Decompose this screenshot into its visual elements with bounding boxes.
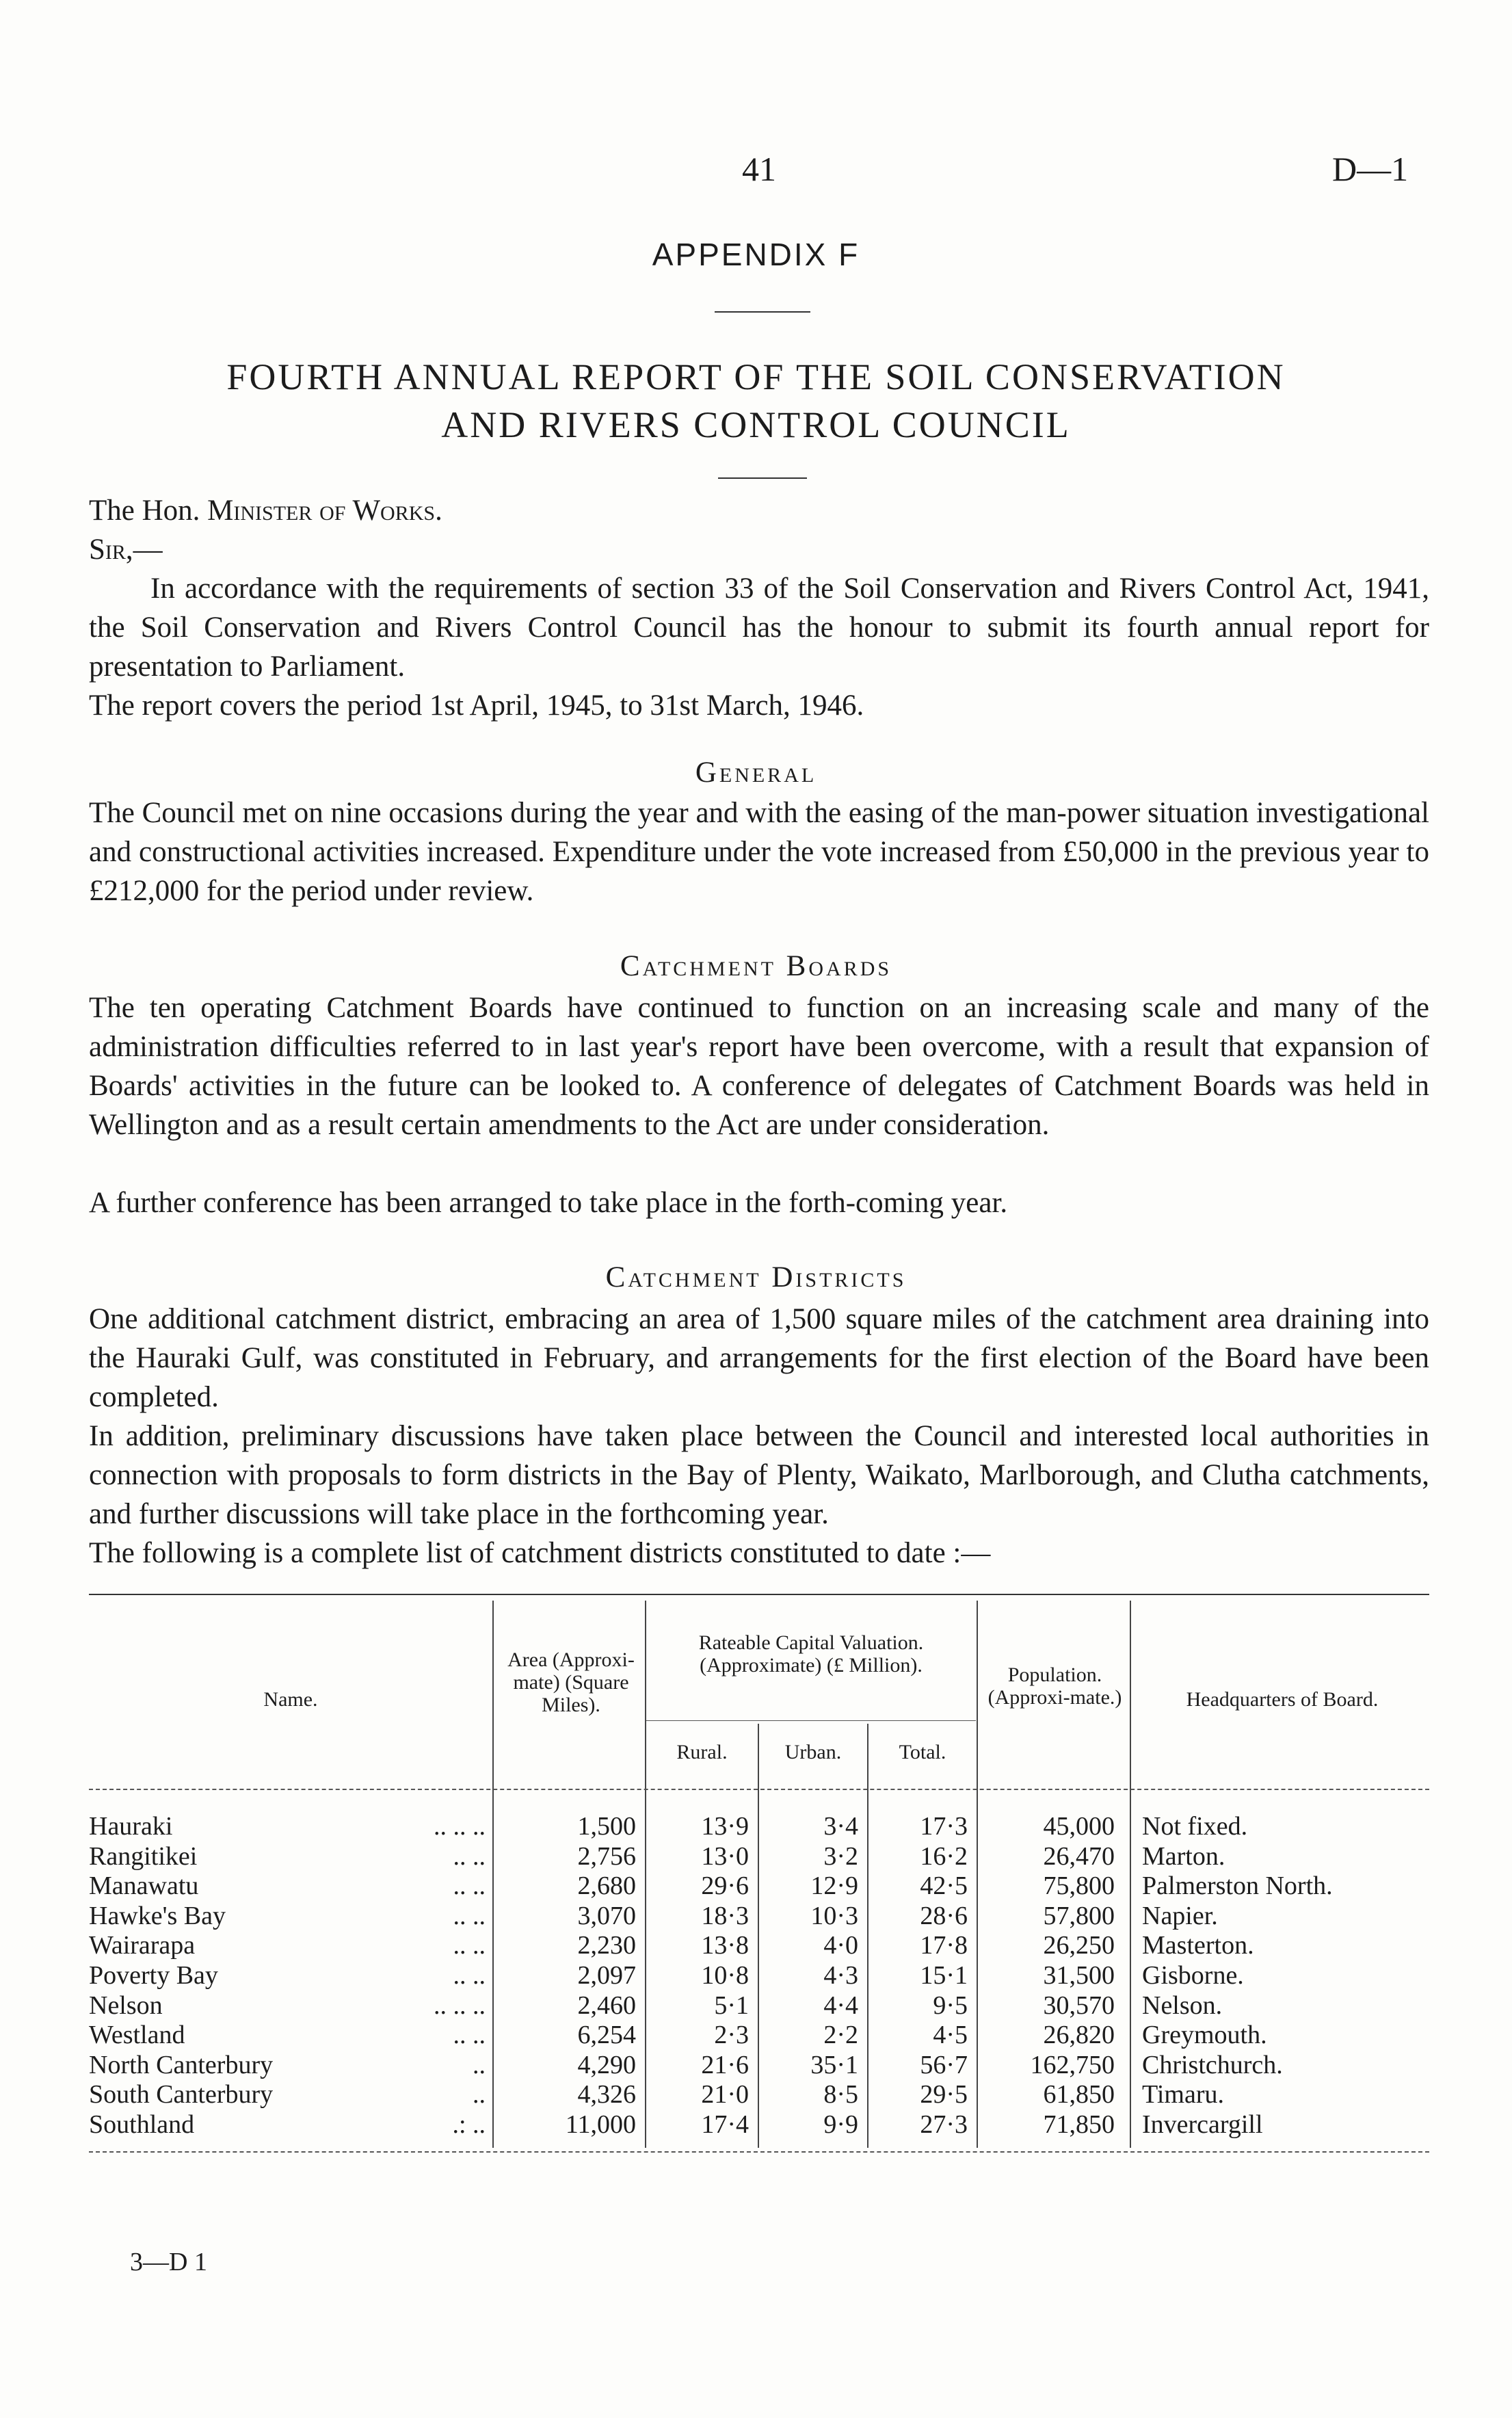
cell-headquarters: Greymouth. [1142, 2021, 1267, 2050]
cell-population: 162,750 [1030, 2050, 1115, 2079]
cell-headquarters: Nelson. [1142, 1990, 1223, 2020]
cell-name: Nelson [89, 1990, 163, 2020]
cell-urban: 4·3 [823, 1961, 858, 1990]
appendix-label: APPENDIX F [652, 237, 860, 272]
salutation: Sir,— [89, 534, 163, 566]
cell-area: 3,070 [577, 1901, 636, 1930]
cell-name: Hauraki [89, 1812, 173, 1841]
cell-total: 9·5 [933, 1990, 968, 2020]
cell-total: 42·5 [920, 1871, 968, 1901]
cell-name: Wairarapa [89, 1931, 196, 1960]
header-population: Population. (Approxi-mate.) [987, 1664, 1122, 1709]
cell-rural: 18·3 [701, 1901, 749, 1930]
cell-area: 11,000 [565, 2110, 636, 2139]
table-header-rule [89, 1789, 1429, 1790]
cell-headquarters: Timaru. [1142, 2080, 1225, 2110]
footer-signature: 3—D 1 [130, 2248, 207, 2276]
cell-total: 4·5 [933, 2021, 968, 2050]
cell-total: 16·2 [920, 1841, 968, 1871]
cell-urban: 9·9 [823, 2110, 858, 2139]
cell-area: 2,097 [577, 1961, 636, 1990]
header-headquarters: Headquarters of Board. [1186, 1688, 1379, 1711]
table-divider [492, 1601, 494, 2148]
intro-paragraph-1: In accordance with the requirements of section 33 of the Soil Conservation and Rivers Control Act, 1941, the Soil Conservation and Rivers Control Council has the honour to submit its fourth annual report for presentation to Parliament. [89, 573, 1429, 683]
heading-general: General [695, 757, 817, 789]
cell-name: Westland [89, 2021, 185, 2050]
districts-paragraph-1: One additional catchment district, embracing an area of 1,500 square miles of the catchment area draining into the Hauraki Gulf, was constituted in February, and arrangements for the first election of the Board have been completed. [89, 1303, 1429, 1413]
cell-urban: 10·3 [810, 1901, 858, 1930]
cell-leader-dots: .. .. [453, 1961, 486, 1990]
cell-leader-dots: .. .. [453, 2021, 486, 2050]
cell-area: 4,326 [577, 2080, 636, 2110]
cell-population: 61,850 [1043, 2080, 1115, 2110]
cell-population: 71,850 [1043, 2110, 1115, 2139]
cell-leader-dots: .. [473, 2080, 486, 2110]
header-urban: Urban. [784, 1741, 842, 1763]
header-valuation: Rateable Capital Valuation. (Approximate) (£ Million). [698, 1631, 924, 1677]
cell-total: 17·3 [920, 1812, 968, 1841]
cell-leader-dots: .. [473, 2050, 486, 2079]
cell-rural: 29·6 [701, 1871, 749, 1901]
intro-paragraph-2: The report covers the period 1st April, 1945, to 31st March, 1946. [89, 689, 864, 722]
cell-headquarters: Christchurch. [1142, 2050, 1283, 2079]
cell-total: 15·1 [920, 1961, 968, 1990]
cell-rural: 21·6 [701, 2050, 749, 2079]
cell-total: 27·3 [920, 2110, 968, 2139]
cell-leader-dots: .. .. .. [434, 1812, 486, 1841]
table-bottom-rule [89, 2151, 1429, 2153]
report-title-line-1: FOURTH ANNUAL REPORT OF THE SOIL CONSERVATION [226, 356, 1286, 397]
cell-name: Manawatu [89, 1871, 199, 1901]
cell-urban: 2·2 [823, 2021, 858, 2050]
cell-population: 26,820 [1043, 2021, 1115, 2050]
general-paragraph: The Council met on nine occasions during the year and with the easing of the man-power situation investigational and constructional activities increased. Expenditure under the vote increased from £50,000 in the previous year to £212,000 for the period under review. [89, 797, 1429, 907]
cell-urban: 3·4 [823, 1812, 858, 1841]
addressee: The Hon. Minister of Works. [89, 495, 442, 527]
cell-population: 75,800 [1043, 1871, 1115, 1901]
heading-catchment-boards: Catchment Boards [620, 950, 892, 982]
cell-name: South Canterbury [89, 2080, 274, 2110]
boards-paragraph-2: A further conference has been arranged to take place in the forth-coming year. [89, 1187, 1008, 1219]
page-number: 41 [742, 150, 776, 188]
cell-name: North Canterbury [89, 2050, 274, 2079]
cell-area: 2,460 [577, 1990, 636, 2020]
cell-area: 2,756 [577, 1841, 636, 1871]
cell-headquarters: Napier. [1142, 1901, 1218, 1930]
document-reference: D—1 [1332, 150, 1409, 188]
cell-name: Poverty Bay [89, 1961, 218, 1990]
header-total: Total. [899, 1741, 946, 1763]
cell-headquarters: Invercargill [1142, 2110, 1263, 2139]
cell-rural: 13·0 [701, 1841, 749, 1871]
cell-population: 45,000 [1043, 1812, 1115, 1841]
cell-urban: 35·1 [810, 2050, 858, 2079]
cell-rural: 5·1 [714, 1990, 749, 2020]
cell-total: 17·8 [920, 1931, 968, 1960]
cell-headquarters: Palmerston North. [1142, 1871, 1333, 1901]
districts-paragraph-3: The following is a complete list of catchment districts constituted to date :— [89, 1537, 991, 1569]
header-name: Name. [263, 1688, 318, 1711]
cell-area: 1,500 [577, 1812, 636, 1841]
heading-catchment-districts: Catchment Districts [605, 1261, 907, 1293]
cell-area: 2,680 [577, 1871, 636, 1901]
report-title-line-2: AND RIVERS CONTROL COUNCIL [441, 404, 1071, 445]
cell-leader-dots: .. .. [453, 1871, 486, 1901]
cell-urban: 8·5 [823, 2080, 858, 2110]
cell-rural: 10·8 [701, 1961, 749, 1990]
cell-headquarters: Gisborne. [1142, 1961, 1244, 1990]
cell-leader-dots: .. .. .. [434, 1990, 486, 2020]
cell-rural: 13·9 [701, 1812, 749, 1841]
cell-leader-dots: .. .. [453, 1841, 486, 1871]
cell-headquarters: Masterton. [1142, 1931, 1254, 1960]
cell-total: 28·6 [920, 1901, 968, 1930]
header-rural: Rural. [676, 1741, 728, 1763]
cell-population: 31,500 [1043, 1961, 1115, 1990]
header-area: Area (Approxi-mate) (Square Miles). [507, 1648, 635, 1716]
cell-rural: 21·0 [701, 2080, 749, 2110]
cell-population: 30,570 [1043, 1990, 1115, 2020]
cell-leader-dots: .: .. [452, 2110, 486, 2139]
cell-population: 57,800 [1043, 1901, 1115, 1930]
cell-name: Hawke's Bay [89, 1901, 226, 1930]
valuation-subheader-rule [646, 1720, 976, 1721]
cell-leader-dots: .. .. [453, 1931, 486, 1960]
cell-area: 6,254 [577, 2021, 636, 2050]
cell-population: 26,250 [1043, 1931, 1115, 1960]
cell-leader-dots: .. .. [453, 1901, 486, 1930]
cell-urban: 12·9 [810, 1871, 858, 1901]
appendix-rule [715, 311, 810, 313]
cell-urban: 4·0 [823, 1931, 858, 1960]
cell-area: 4,290 [577, 2050, 636, 2079]
cell-name: Southland [89, 2110, 195, 2139]
cell-rural: 2·3 [714, 2021, 749, 2050]
cell-total: 56·7 [920, 2050, 968, 2079]
cell-total: 29·5 [920, 2080, 968, 2110]
cell-population: 26,470 [1043, 1841, 1115, 1871]
table-top-rule [89, 1594, 1429, 1595]
cell-rural: 17·4 [701, 2110, 749, 2139]
cell-urban: 4·4 [823, 1990, 858, 2020]
cell-area: 2,230 [577, 1931, 636, 1960]
cell-headquarters: Marton. [1142, 1841, 1225, 1871]
title-rule [718, 477, 807, 479]
districts-paragraph-2: In addition, preliminary discussions have taken place between the Council and interested local authorities in connection with proposals to form districts in the Bay of Plenty, Waikato, Marlborough, and Clutha catchments, and further discussions will take place in the forthcoming year. [89, 1420, 1429, 1530]
boards-paragraph-1: The ten operating Catchment Boards have continued to function on an increasing scale and many of the administration difficulties referred to in last year's report have been overcome, with a result that expansion of Boards' activities in the future can be looked to. A conference of delegates of Catchment Boards was held in Wellington and as a result certain amendments to the Act are under consideration. [89, 992, 1429, 1141]
cell-rural: 13·8 [701, 1931, 749, 1960]
cell-headquarters: Not fixed. [1142, 1812, 1248, 1841]
cell-urban: 3·2 [823, 1841, 858, 1871]
table-divider [1130, 1601, 1131, 2148]
cell-name: Rangitikei [89, 1841, 198, 1871]
